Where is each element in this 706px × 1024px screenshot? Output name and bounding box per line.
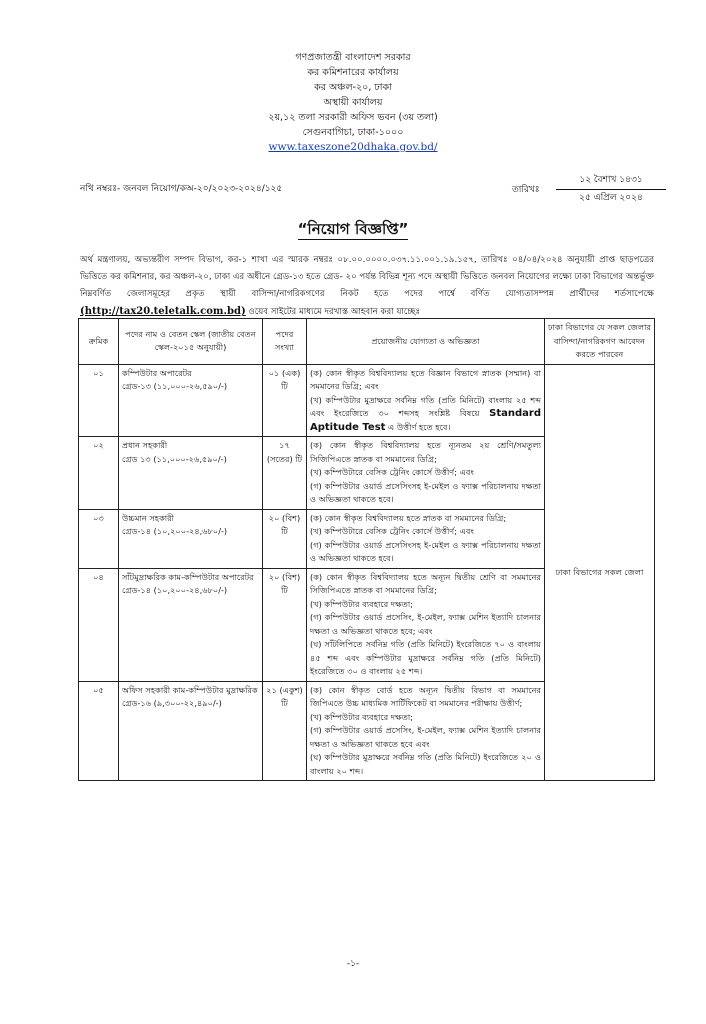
qual-item: (ক) কোন স্বীকৃত বোর্ড হতে অন্যূন দ্বিতীয় বিভাগ বা সমমানের জিপিএতে উচ্চ মাধ্যমিক সার্টিফিকেট বা সমমানের পরীক্ষায় উত্তীর্ণ; [310,684,541,708]
post-scale: গ্রেড-১৪ (১০,২০০-২৪,৬৮০/-) [122,585,228,595]
row-count: ২০ (বিশ) টি [263,509,307,568]
post-name: সাঁটমুদ্রাক্ষরিক কাম-কম্পিউটার অপারেটর [122,571,254,582]
intro-text-2: ওয়েব সাইটের মাধ্যমে দরখাস্ত আহবান করা যাচ্ছেঃ [248,307,421,317]
row-serial: ০৩ [79,509,119,568]
row-count: ১৭ (সতের) টি [263,437,307,510]
intro-paragraph [80,252,654,321]
row-post [119,364,263,437]
qual-text-test: Standard Aptitude Test [310,408,541,433]
qual-item: (গ) কম্পিউটার ওয়ার্ড প্রসেসিংসহ ই-মেইল ও ফ্যাক্স পরিচালনায় দক্ষতা ও অভিজ্ঞতা থাকতে হবে। [310,539,541,563]
notice-title-text: “নিয়োগ বিজ্ঞপ্তি” [297,220,409,238]
header-post: পদের নাম ও বেতন স্কেল (জাতীয় বেতন স্কেল-২০১৫ অনুযায়ী) [119,319,263,365]
row-serial: ০১ [79,364,119,437]
qual-item: (ক) কোন স্বীকৃত বিশ্ববিদ্যালয় হতে অন্যূন দ্বিতীয় শ্রেণি বা সমমানের সিজিপিএতে স্নাতক বা সমমানের ডিগ্রি; [310,571,541,595]
row-post [119,568,263,681]
row-qualification [307,437,545,510]
qual-item: (গ) কম্পিউটার ওয়ার্ড প্রসেসিং, ই-মেইল, ফ্যাক্স মেশিন ইত্যাদি চালনার দক্ষতা ও অভিজ্ঞতা থাকতে হবে; এবং [310,612,541,636]
header-line-temp: অস্থায়ী কার্যালয় [323,97,383,108]
row-post [119,437,263,510]
qual-item: (ঘ) কম্পিউটার মুদ্রাক্ষরে সর্বনিম্ন গতি (প্রতি মিনিটে) ইংরেজিতে ২০ ও বাংলায় ২০ শব্দ। [310,752,541,776]
row-serial: ০২ [79,437,119,510]
row-qualification [307,509,545,568]
qual-item: (ক) কোন স্বীকৃত বিশ্ববিদ্যালয় হতে বিজ্ঞান বিভাগে স্নাতক (সম্মান) বা সমমানের ডিগ্রি; এবং [310,367,541,391]
post-scale: গ্রেড-১৬ (৯,৩০০-২২,৪৯০/-) [122,698,222,708]
qual-item: (খ) কম্পিউটারে বেসিক ট্রেনিং কোর্সে উত্তীর্ণ; এবং [310,526,474,536]
teletalk-link[interactable]: (http://tax20.teletalk.com.bd) [80,306,246,317]
qual-text: (খ) কম্পিউটার মুদ্রাক্ষরে সর্বনিম্ন গতি (প্রতি মিনিটে) বাংলায় ২৫ শব্দ এবং ইংরেজিতে ৩০ শব্দসহ সংশ্লিষ্ট বিষয়ে [310,394,541,418]
row-serial: ০৪ [79,568,119,681]
header-area: ঢাকা বিভাগের যে সকল জেলার বাসিন্দা/নাগরিকগণ আবেদন করতে পারবেন [545,319,655,365]
post-scale: গ্রেড-১৩ (১১,০০০-২৬,৫৯০/-) [122,381,228,391]
memo-number: নথি নম্বরঃ- জনবল নিয়োগ/কঅ-২০/২০২৩-২০২৪/১২৫ [80,184,283,194]
date-english: ২৫ এপ্রিল ২০২৪ [579,193,643,203]
header-count: পদের সংখ্যা [263,319,307,365]
header-line-zone: কর অঞ্চল-২০, ঢাকা [314,82,392,93]
date-label: তারিখঃ [512,185,540,195]
intro-text-1: অর্থ মন্ত্রণালয়, অভ্যন্তরীণ সম্পদ বিভাগ, কর-১ শাখা এর স্মারক নম্বরঃ ০৮.০০.০০০০.০৩৭.১১.০০১.১৯.১৫৭, তারিখঃ ০৪/০৪/২০২৪ অনুযায়ী প্রাপ্ত ছাড়পত্রের ভিত্তিতে কর কমিশনার, কর অঞ্চল-২০, ঢাকা এর অধীনে গ্রেড-১৩ হতে গ্রেড- ২০ পর্যন্ত বিভিন্ন শূন্য পদে অস্থায়ী ভিত্তিতে জনবল নিয়োগের লক্ষ্যে ঢাকা বিভাগের অন্তর্ভুক্ত নিম্নবর্ণিত জেলাসমূহের প্রকৃত স্থায়ী বাসিন্দা/নাগরিকগণের নিকট হতে পদের পার্শ্বে বর্ণিত যোগ্যতাসম্পন্ন প্রার্থীদের শর্তসাপেক্ষে [80,255,654,299]
row-count: ২১ (একুশ) টি [263,681,307,781]
qual-text-end: এ উত্তীর্ণ হতে হবে। [388,421,451,432]
row-post [119,681,263,781]
qual-item: (গ) কম্পিউটার ওয়ার্ড প্রসেসিং, ই-মেইল, ফ্যাক্স মেশিন ইত্যাদি চালনার দক্ষতা ও অভিজ্ঞতা থাকতে হবে এবং [310,725,541,749]
row-count: ২০ (বিশ) টি [263,568,307,681]
qual-item [310,394,541,435]
qual-item: (খ) কম্পিউটার ব্যবহারে দক্ষতা; [310,711,414,722]
header-line-address: সেগুনবাগিচা, ঢাকা-১০০০ [302,127,404,138]
post-name: অফিস সহকারী কাম-কম্পিউটার মুদ্রাক্ষরিক [122,684,258,695]
row-qualification [307,568,545,681]
row-serial: ০৫ [79,681,119,781]
qual-item: (ক) কোন স্বীকৃত বিশ্ববিদ্যালয় হতে ন্যূনতম ২য় শ্রেণি/সমতুল্য সিজিপিএতে স্নাতক বা সমমানের ডিগ্রি; [310,440,541,464]
website-link[interactable]: www.taxeszone20dhaka.gov.bd/ [268,141,438,153]
post-name: কম্পিউটার অপারেটর [122,367,192,378]
header-qualification: প্রয়োজনীয় যোগ্যতা ও অভিজ্ঞতা [307,319,545,365]
post-scale: গ্রেড-১৪ (১০,২০০-২৪,৬৮০/-) [122,526,228,536]
qual-item: (খ) কম্পিউটার ব্যবহারে দক্ষতা; [310,598,414,609]
header-line-building: ২য়,১২ তলা সরকারী অফিস ভবন (৩য় তলা) [268,112,438,123]
qual-item: (ঘ) সাঁটলিপিতে সর্বনিম্ন গতি (প্রতি মিনিটে) ইংরেজিতে ৭০ ও বাংলায় ৪৫ শব্দ এবং কম্পিউটার মুদ্রাক্ষরে সর্বনিম্ন গতি (প্রতি মিনিটে) ইংরেজিতে ৩০ ও বাংলায় ২৫ শব্দ। [310,639,541,676]
qual-item: (ক) কোন স্বীকৃত বিশ্ববিদ্যালয় হতে স্নাতক বা সমমানের ডিগ্রি; [310,512,507,523]
page-number: -১- [346,959,360,969]
row-post [119,509,263,568]
table-row [79,364,655,437]
row-area: ঢাকা বিভাগের সকল জেলা [545,364,655,781]
qual-item: (গ) কম্পিউটার ওয়ার্ড প্রসেসিংসহ ই-মেইল ও ফ্যাক্স পরিচালনায় দক্ষতা ও অভিজ্ঞতা থাকতে হবে। [310,480,541,504]
header-line-office: কর কমিশনারের কার্যালয় [307,67,399,78]
letterhead [0,50,706,155]
post-scale: গ্রেড ১৩ (১১,০০০-২৬,৫৯০/-) [122,453,227,464]
post-name: উচ্চমান সহকারী [122,512,175,523]
qual-item: (খ) কম্পিউটারে বেসিক ট্রেনিং কোর্সে উত্তীর্ণ; এবং [310,467,474,477]
date-bangla: ১২ বৈশাখ ১৪৩১ [556,172,666,190]
table-header-row [79,319,655,365]
header-serial: ক্রমিক [79,319,119,365]
post-name: প্রধান সহকারী [122,440,168,450]
row-count: ০১ (এক) টি [263,364,307,437]
row-qualification [307,681,545,781]
row-qualification [307,364,545,437]
vacancy-table [78,318,655,781]
notice-title [0,218,706,243]
header-line-govt: গণপ্রজাতন্ত্রী বাংলাদেশ সরকার [295,52,411,63]
